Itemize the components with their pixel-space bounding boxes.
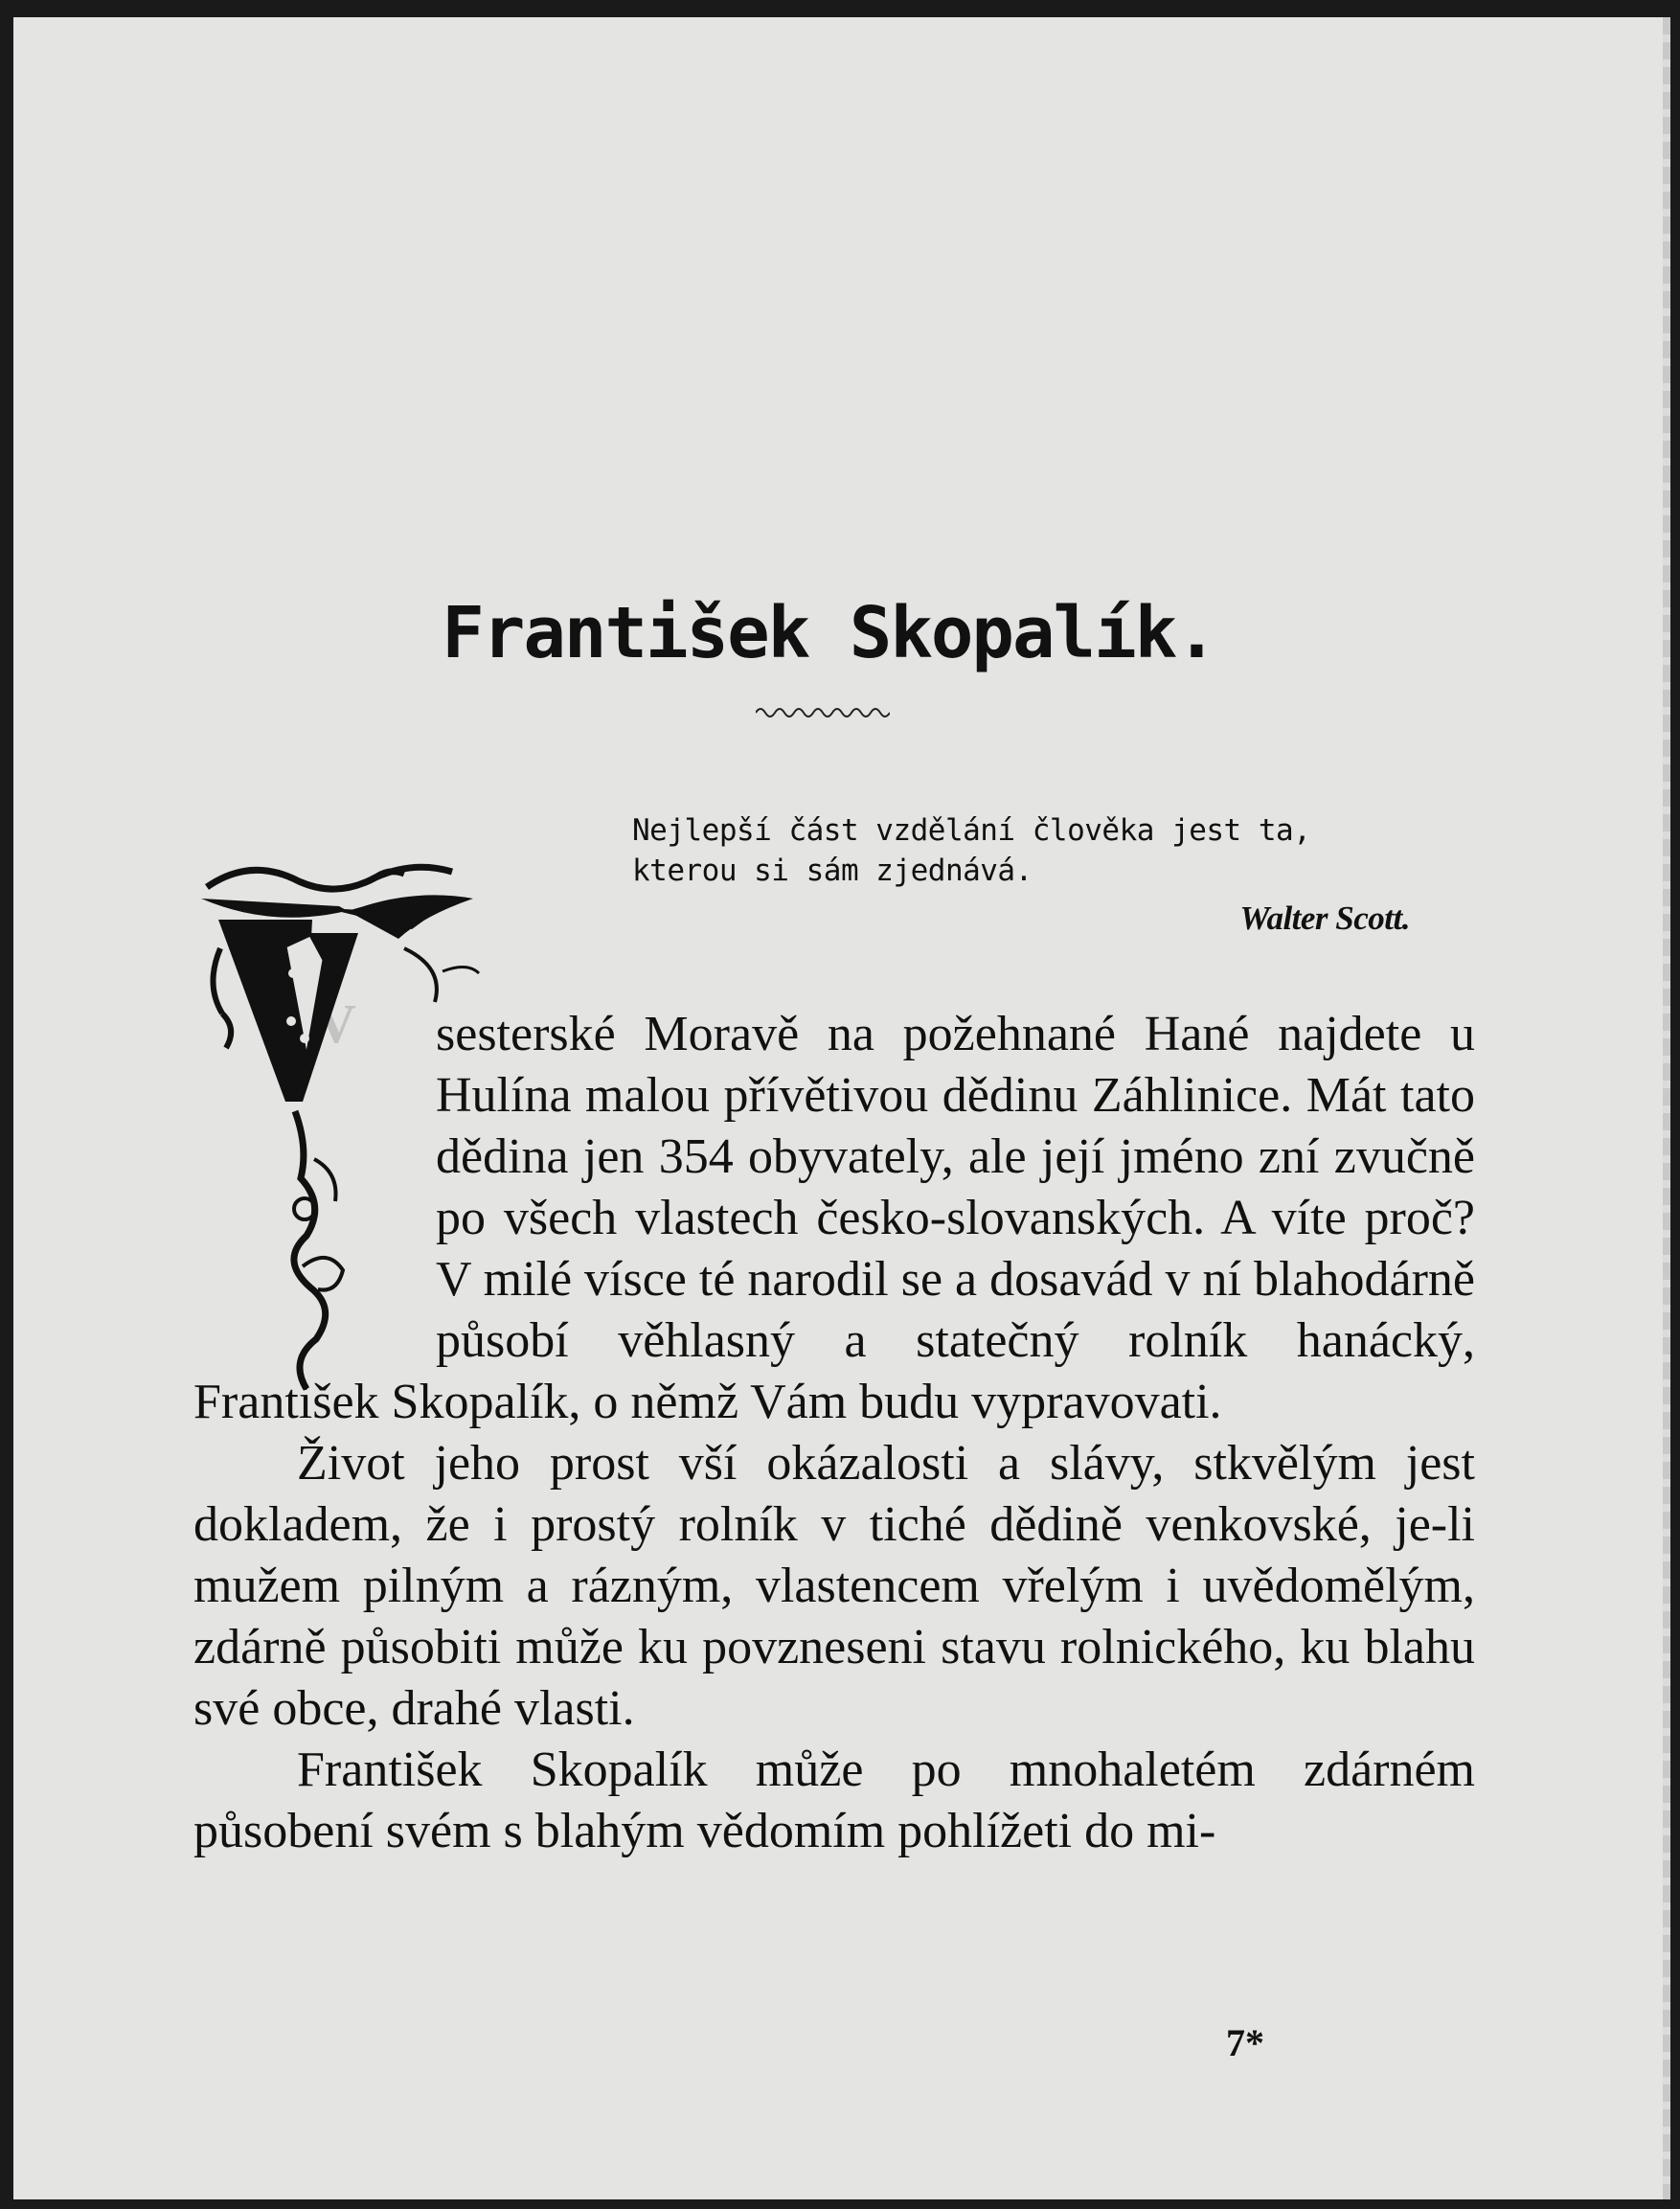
page-edge [1663, 17, 1670, 2199]
chapter-title: František Skopalík. [442, 592, 1216, 674]
epigraph-line-2: kterou si sám zjednává. [632, 854, 1033, 888]
epigraph-line-1: Nejlepší část vzdělání člověka jest ta, [632, 813, 1311, 848]
paragraph-1: sesterské Moravě na požehnané Hané najdete u Hulína malou přívětivou dědinu Záhlinice. Mát tato dědina jen 354 obyvately, ale její jméno zní zvučně po všech vlastech česko-slovanských. A víte proč? V milé vísce té narodil se a dosavád v ní blahodárně působí věhlasný a statečný rolník hanácký, František Skopalík, o němž Vám budu vypravovati. [193, 1007, 1475, 1429]
epigraph [632, 810, 1410, 939]
dropcap-letter: V [316, 992, 356, 1055]
paragraph-3: František Skopalík může po mnohaletém zdárném působení svém s blahým vědomím pohlížeti do mi- [193, 1742, 1475, 1858]
title-ornament [756, 702, 890, 723]
body-text [193, 1004, 1475, 1862]
book-page [13, 17, 1670, 2199]
paragraph-2: Život jeho prost vší okázalosti a slávy, stkvělým jest dokladem, že i prostý rolník v tiché dědině venkovské, je-li mužem pilným a rázným, vlastencem vřelým i uvědomělým, zdárně působiti může ku povzneseni stavu rolnického, ku blahu své obce, drahé vlasti. [193, 1436, 1475, 1736]
page-signature: 7* [1226, 2021, 1264, 2064]
epigraph-author: Walter Scott. [1239, 900, 1410, 937]
